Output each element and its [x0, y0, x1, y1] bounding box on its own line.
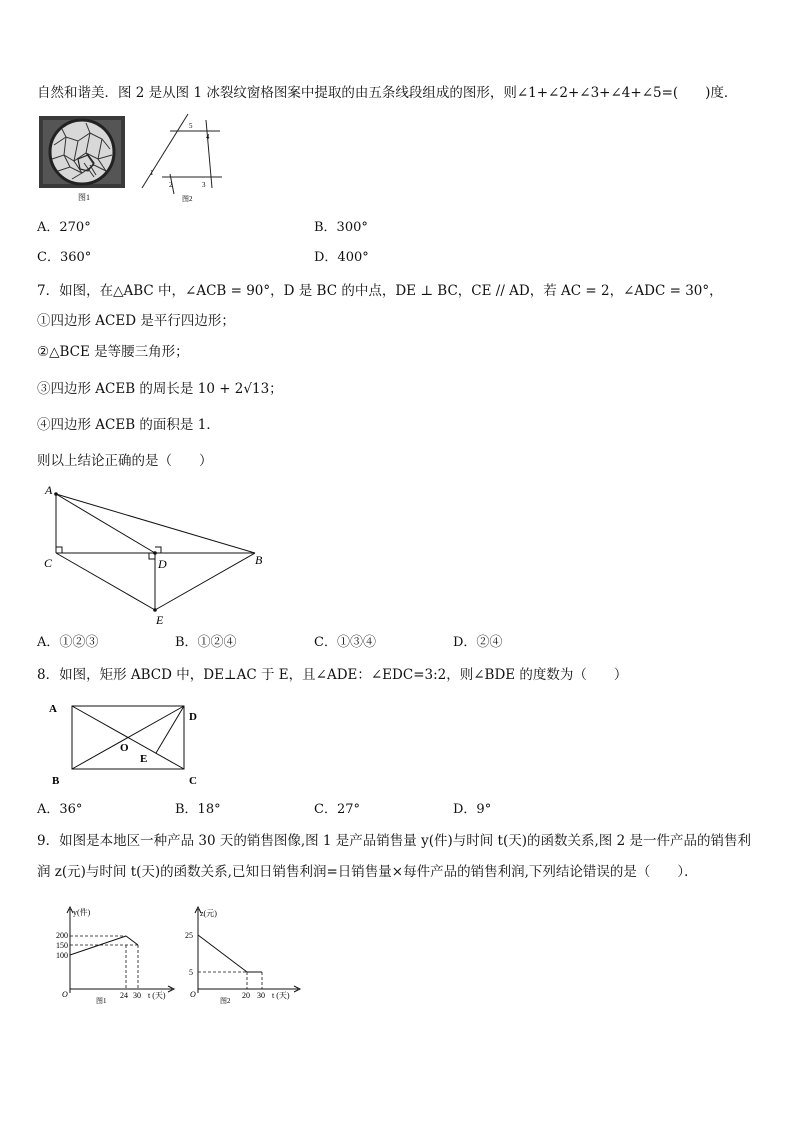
q8-diagram	[44, 700, 214, 790]
angle-label-4: 4	[206, 133, 210, 141]
graph1-x-tick-24: 24	[120, 991, 128, 1000]
rect-label-o: O	[120, 742, 129, 754]
q8-option-c[interactable]: C．27°	[314, 802, 360, 817]
graph1-y-tick-200: 200	[56, 931, 68, 940]
fig2-caption: 图2	[182, 195, 193, 203]
graph2-x-tick-30: 30	[257, 991, 265, 1000]
rect-label-a: A	[49, 703, 57, 715]
angle-label-3: 3	[202, 181, 206, 189]
point-label-d: D	[158, 557, 167, 571]
q7-option-a[interactable]: A．①②③	[37, 635, 99, 650]
q7-diagram	[40, 482, 275, 627]
q9-graph-2	[180, 903, 305, 1009]
q7-statement-3: ③四边形 ACEB 的周长是 10 + 2√13；	[37, 381, 283, 397]
graph2-x-label: t (天)	[272, 991, 290, 1000]
q8-stem: 8．如图，矩形 ABCD 中，DE⊥AC 于 E，且∠ADE：∠EDC=3:2，则∠BDE 的度数为（ ）	[37, 667, 628, 683]
unit-profit-graph	[180, 903, 305, 1005]
graph1-y-tick-100: 100	[56, 951, 68, 960]
graph2-origin: O	[190, 990, 196, 999]
graph2-caption: 图2	[220, 997, 231, 1005]
point-label-b: B	[255, 553, 263, 567]
fig1-caption: 图1	[78, 193, 90, 202]
q8-option-a[interactable]: A．36°	[37, 802, 83, 817]
q9-graph-1	[44, 903, 179, 1009]
five-segment-diagram	[140, 112, 230, 204]
point-label-c: C	[44, 556, 53, 570]
ice-crack-window-figure	[38, 115, 126, 209]
q7-option-c[interactable]: C．①③④	[314, 635, 376, 650]
q6-stem: 自然和谐美．图 2 是从图 1 冰裂纹窗格图案中提取的由五条线段组成的图形，则∠1+∠2+∠3+∠4+∠5=( )度．	[37, 85, 738, 101]
rect-label-e: E	[140, 753, 148, 765]
q7-stem: 7．如图，在△ABC 中，∠ACB = 90°，D 是 BC 的中点，DE ⊥ BC，CE // AD，若 AC = 2，∠ADC = 30°，	[37, 283, 723, 299]
graph2-y-tick-5: 5	[189, 968, 193, 977]
q7-statement-1: ①四边形 ACED 是平行四边形；	[37, 313, 235, 329]
rect-label-b: B	[52, 775, 60, 787]
five-segment-figure	[140, 112, 230, 208]
point-label-a: A	[45, 483, 53, 497]
q7-statement-2: ②△BCE 是等腰三角形；	[37, 344, 189, 360]
graph2-y-label: z(元)	[200, 909, 217, 918]
graph2-y-tick-25: 25	[185, 931, 193, 940]
angle-label-2: 2	[169, 181, 173, 189]
q9-stem-line-2: 润 z(元)与时间 t(天)的函数关系,已知日销售利润=日销售量×每件产品的销售利润,下列结论错误的是（ ）．	[37, 864, 698, 880]
sales-volume-graph	[44, 903, 179, 1005]
q7-option-d[interactable]: D．②④	[453, 635, 503, 650]
graph1-caption: 图1	[96, 997, 107, 1005]
graph2-x-tick-20: 20	[242, 991, 250, 1000]
graph1-y-label: y(件)	[73, 908, 91, 917]
graph1-x-label: t (天)	[148, 991, 166, 1000]
graph1-x-tick-30: 30	[133, 991, 141, 1000]
q8-rectangle-figure	[44, 700, 214, 794]
q6-option-d[interactable]: D．400°	[314, 250, 369, 265]
window-pattern-image	[38, 115, 126, 205]
q6-option-b[interactable]: B．300°	[314, 220, 368, 235]
q7-question: 则以上结论正确的是（ ）	[37, 453, 213, 469]
rect-label-c: C	[189, 775, 197, 787]
q7-option-b[interactable]: B．①②④	[175, 635, 237, 650]
q6-option-a[interactable]: A．270°	[37, 220, 91, 235]
graph1-origin: O	[62, 990, 68, 999]
graph1-y-tick-150: 150	[56, 941, 68, 950]
q7-statement-4: ④四边形 ACEB 的面积是 1．	[37, 417, 220, 433]
point-label-e: E	[156, 613, 164, 627]
q8-option-d[interactable]: D．9°	[453, 802, 492, 817]
angle-label-1: 1	[150, 169, 154, 177]
angle-label-5: 5	[189, 122, 193, 130]
q7-triangle-figure	[40, 482, 275, 631]
rect-label-d: D	[189, 711, 197, 723]
q8-option-b[interactable]: B．18°	[175, 802, 221, 817]
q6-option-c[interactable]: C．360°	[37, 250, 92, 265]
q9-stem-line-1: 9．如图是本地区一种产品 30 天的销售图像,图 1 是产品销售量 y(件)与时间 t(天)的函数关系,图 2 是一件产品的销售利	[37, 833, 751, 849]
